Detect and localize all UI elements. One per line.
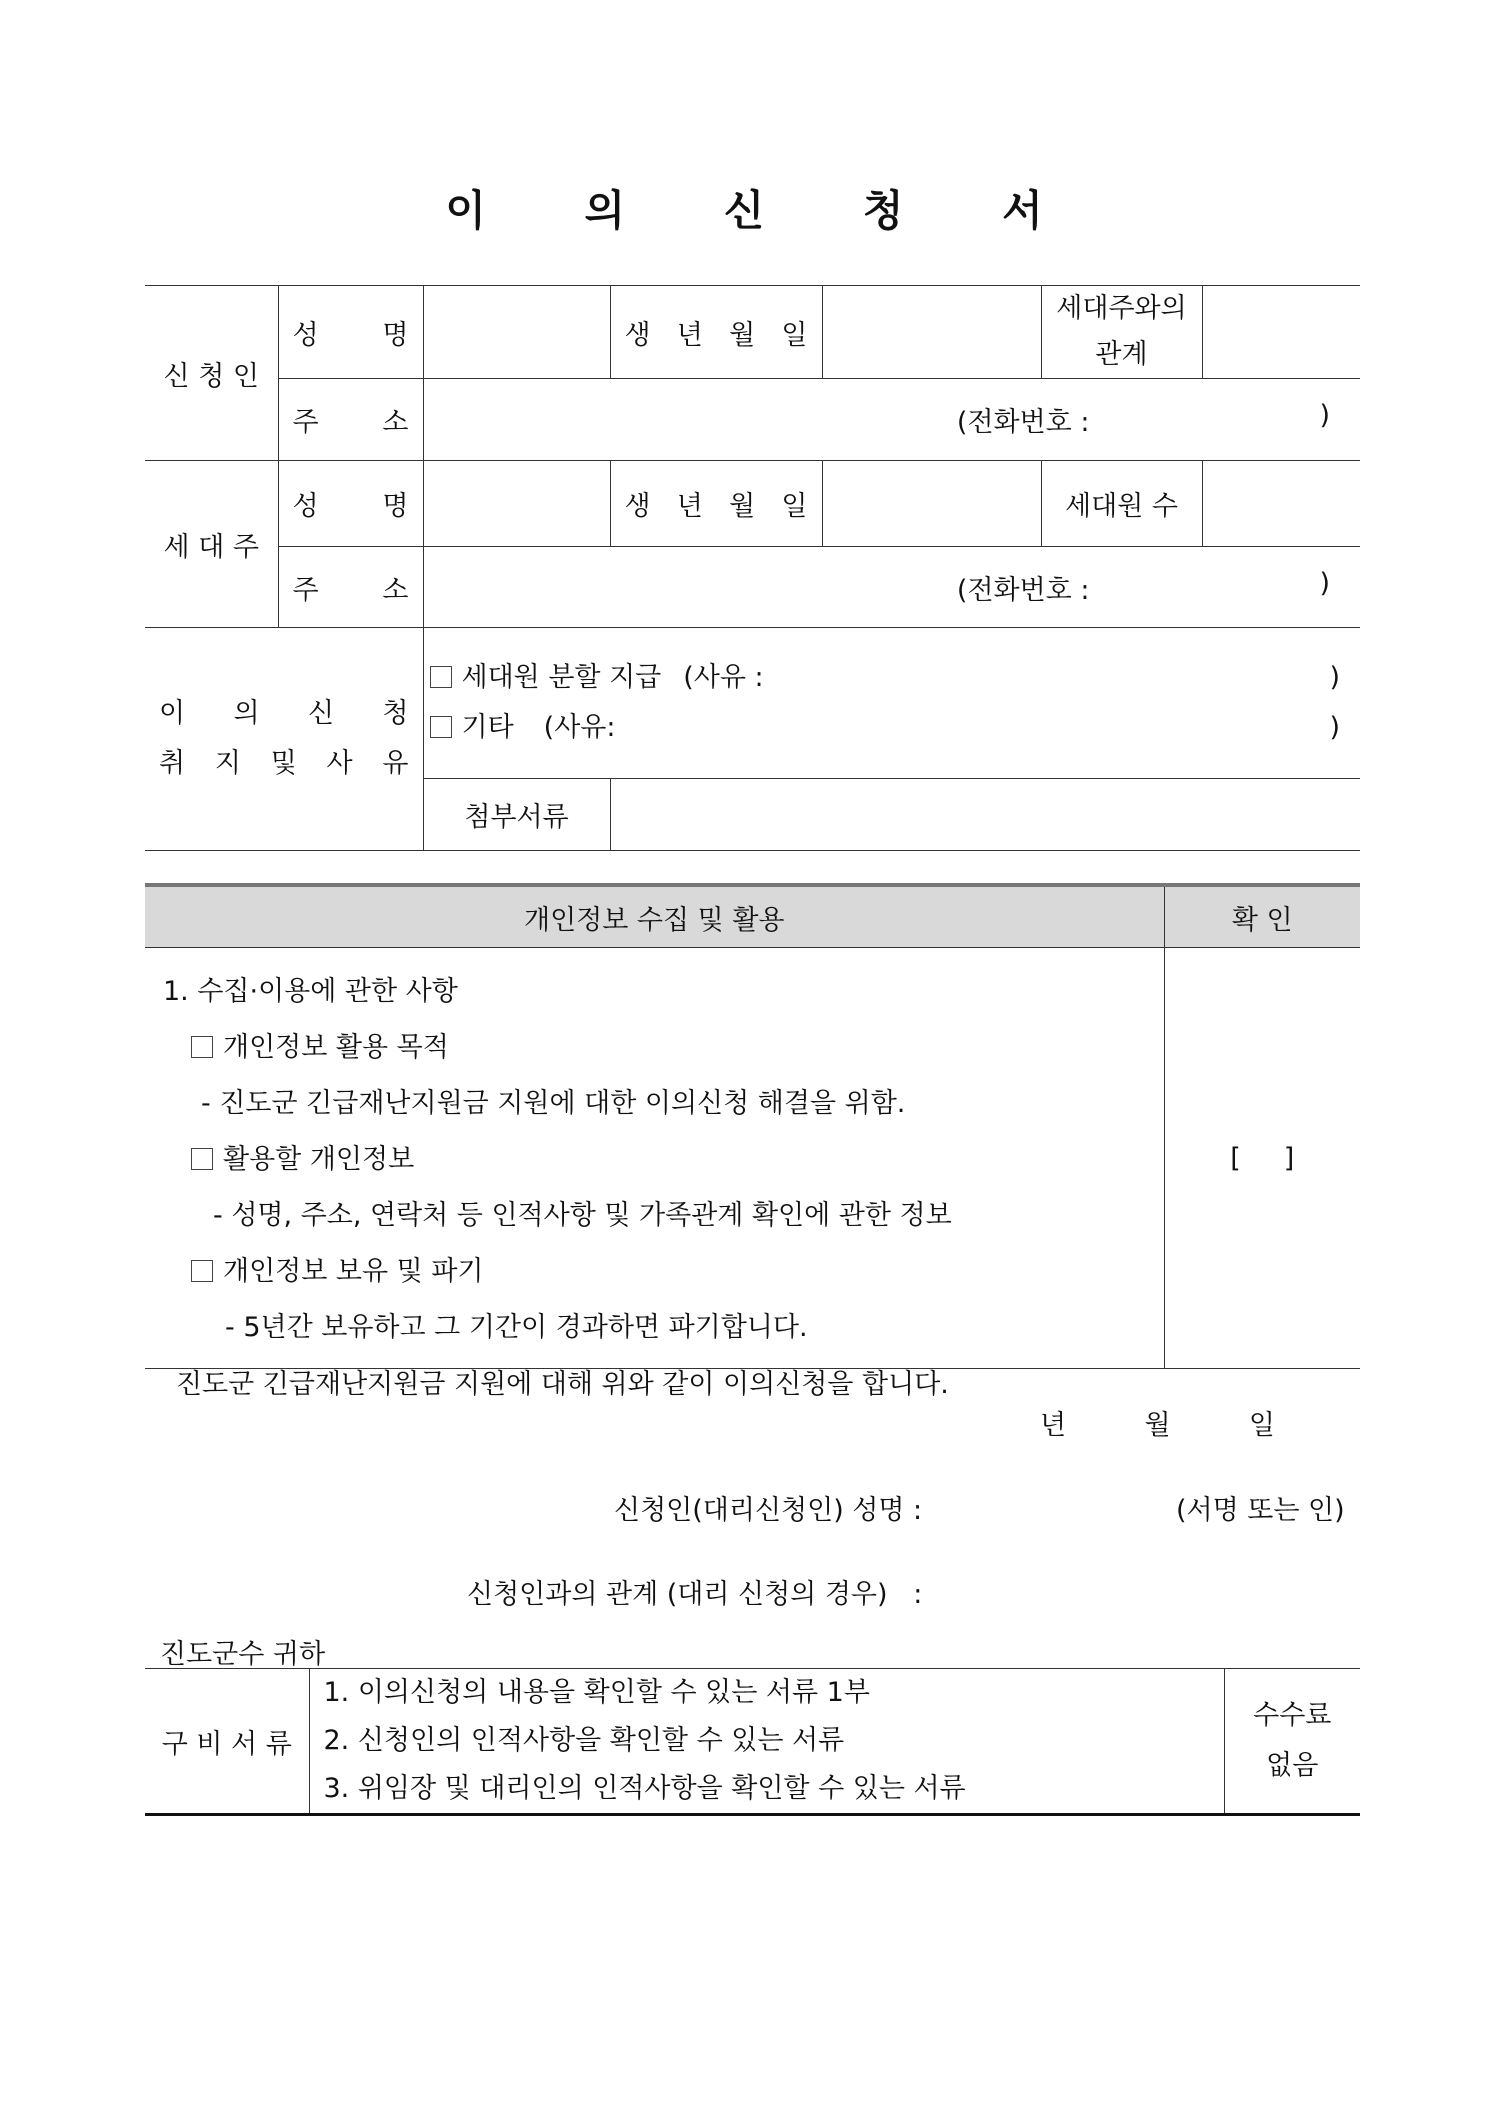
- privacy-item-heading: 1. 수집·이용에 관한 사항: [163, 976, 458, 1007]
- privacy-purpose-label: 개인정보 활용 목적: [223, 1032, 449, 1063]
- confirm-checkbox[interactable]: [ ]: [1164, 948, 1360, 1369]
- applicant-birth-field[interactable]: [822, 286, 1041, 379]
- privacy-purpose-text: - 진도군 긴급재난지원금 지원에 대한 이의신청 해결을 위함.: [201, 1088, 906, 1119]
- checkbox-icon: [191, 1036, 213, 1058]
- objection-options: 세대원 분할 지급 (사유 : ) 기타 (사유: ): [423, 628, 1360, 779]
- fee-cell: 수수료 없음: [1224, 1669, 1360, 1815]
- documents-list: [309, 1669, 1224, 1815]
- form-title: 이 의 신 청 서: [445, 186, 1085, 235]
- privacy-table: [145, 883, 1360, 1369]
- householder-birth-field[interactable]: [822, 461, 1041, 547]
- documents-label: 구 비 서 류: [145, 1669, 309, 1815]
- signer-label: 신청인(대리신청인) 성명 :: [614, 1495, 923, 1526]
- relation-line: 신청인과의 관계 (대리 신청의 경우) :: [467, 1579, 923, 1610]
- applicant-birth-label: 생 년 월 일: [624, 319, 808, 351]
- applicant-name-field[interactable]: [423, 286, 610, 379]
- split-payment-label: 세대원 분할 지급: [461, 662, 662, 693]
- applicant-address-label: 주 소: [292, 407, 409, 438]
- document-item: 2. 신청인의 인적사항을 확인할 수 있는 서류: [323, 1725, 845, 1756]
- householder-address-field[interactable]: (전화번호 : ): [423, 547, 1360, 628]
- objection-section-label: 이 의 신 청 취 지 및 사 유: [145, 628, 423, 851]
- householder-address-label: 주 소: [292, 574, 409, 606]
- signature-mark: (서명 또는 인): [1176, 1495, 1345, 1526]
- applicant-address-field[interactable]: (전화번호 : ): [423, 379, 1360, 461]
- attachments-field[interactable]: [610, 779, 1360, 851]
- applicant-section-label: 신 청 인: [145, 286, 278, 461]
- householder-section-label: 세 대 주: [145, 461, 278, 628]
- attachments-label: 첨부서류: [423, 779, 610, 851]
- statement-text: 진도군 긴급재난지원금 지원에 대해 위와 같이 이의신청을 합니다.: [176, 1369, 949, 1400]
- document-item: 1. 이의신청의 내용을 확인할 수 있는 서류 1부: [323, 1677, 870, 1708]
- privacy-header: 개인정보 수집 및 활용: [145, 885, 1164, 948]
- confirm-header: 확 인: [1164, 885, 1360, 948]
- applicant-relation-label: 세대주와의 관계: [1041, 286, 1202, 379]
- householder-name-field[interactable]: [423, 461, 610, 547]
- checkbox-icon: [191, 1260, 213, 1282]
- privacy-retention-text: - 5년간 보유하고 그 기간이 경과하면 파기합니다.: [225, 1312, 808, 1343]
- other-label: 기타: [461, 712, 514, 743]
- householder-members-label: 세대원 수: [1041, 461, 1202, 547]
- document-item: 3. 위임장 및 대리인의 인적사항을 확인할 수 있는 서류: [323, 1773, 966, 1804]
- split-payment-checkbox[interactable]: [430, 666, 452, 688]
- checkbox-icon: [191, 1148, 213, 1170]
- privacy-retention-label: 개인정보 보유 및 파기: [223, 1256, 484, 1287]
- householder-birth-label: 생 년 월 일: [624, 491, 808, 522]
- privacy-info-text: - 성명, 주소, 연락처 등 인적사항 및 가족관계 확인에 관한 정보: [213, 1200, 952, 1231]
- other-checkbox[interactable]: [430, 716, 452, 738]
- householder-phone-label: (전화번호 :: [956, 574, 1090, 606]
- documents-table: [145, 1668, 1360, 1816]
- applicant-name-label: 성 명: [292, 319, 409, 351]
- applicant-relation-field[interactable]: [1202, 286, 1360, 379]
- applicant-phone-label: (전화번호 :: [956, 407, 1090, 438]
- privacy-content: [145, 948, 1164, 1369]
- householder-name-label: 성 명: [292, 491, 409, 522]
- application-table: [145, 285, 1360, 851]
- householder-members-field[interactable]: [1202, 461, 1360, 547]
- date-line: 년 월 일: [1040, 1410, 1275, 1441]
- privacy-info-label: 활용할 개인정보: [223, 1144, 415, 1175]
- addressee: 진도군수 귀하: [160, 1639, 326, 1670]
